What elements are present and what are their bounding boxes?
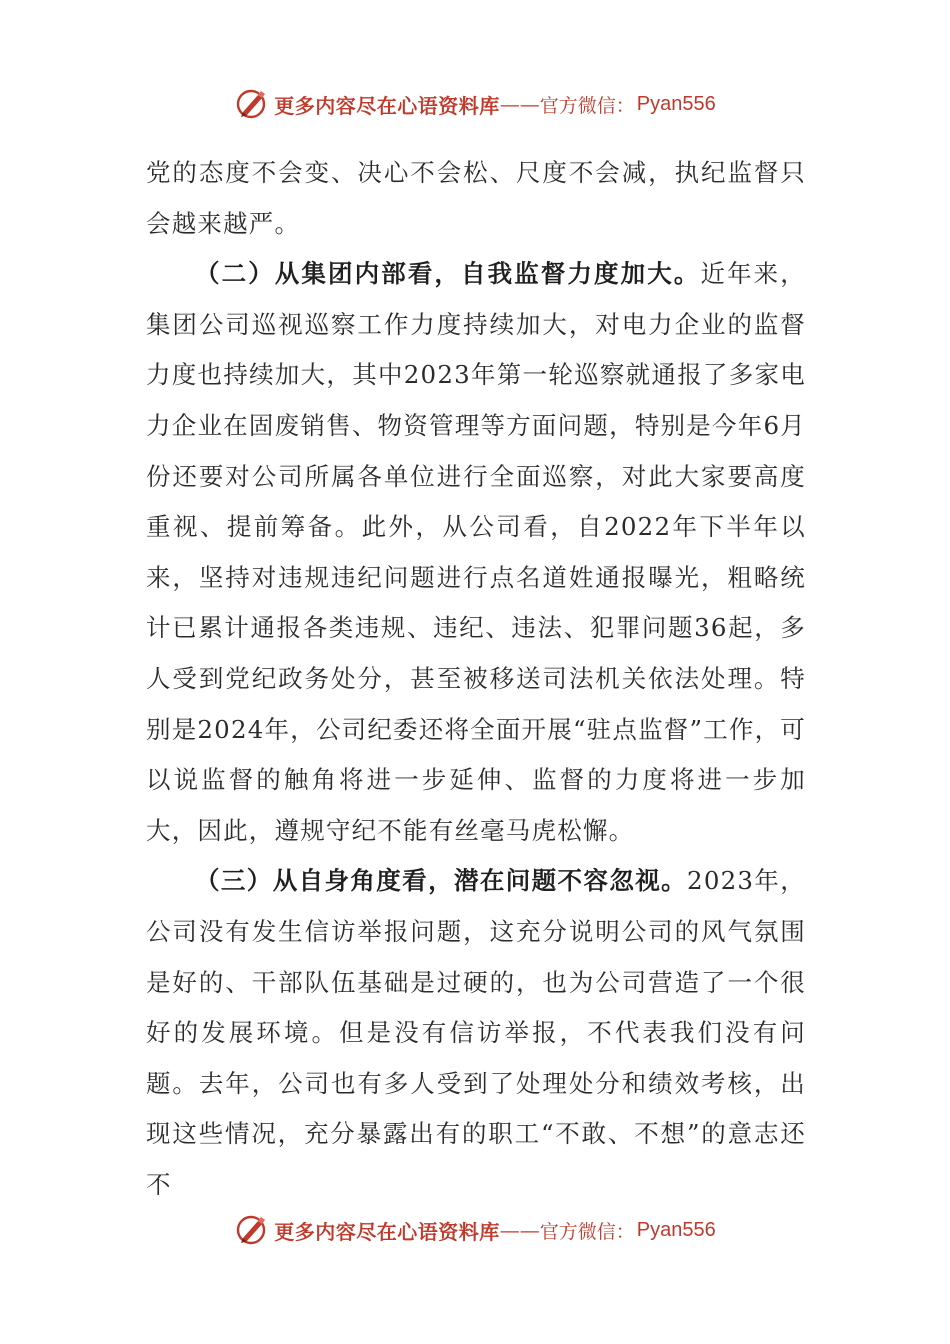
paragraph-section-3 <box>146 856 806 1210</box>
section-heading: （三）从自身角度看，潜在问题不容忽视。 <box>195 866 688 896</box>
footer-watermark <box>0 1210 950 1250</box>
document-body <box>146 148 806 1210</box>
paragraph-body: 近年来，集团公司巡视巡察工作力度持续加大，对电力企业的监督力度也持续加大，其中2023年第一轮巡察就通报了多家电力企业在固废销售、物资管理等方面问题，特别是今年6月份还要对公司所属各单位进行全面巡察，对此大家要高度重视、提前筹备。此外，从公司看，自2022年下半年以来，坚持对违规违纪问题进行点名道姓通报曝光，粗略统计已累计通报各类违规、违纪、违法、犯罪问题36起，多人受到党纪政务处分，甚至被移送司法机关依法处理。特别是2024年，公司纪委还将全面开展“驻点监督”工作，可以说监督的触角将进一步延伸、监督的力度将进一步加大，因此，遵规守纪不能有丝毫马虎松懈。 <box>146 259 806 845</box>
watermark-label: 官方微信： <box>539 1220 635 1243</box>
watermark-label: 官方微信： <box>539 94 635 117</box>
header-watermark <box>0 84 950 124</box>
watermark-wechat-id: Pyan556 <box>636 1218 716 1241</box>
paragraph-body: 2023年，公司没有发生信访举报问题，这充分说明公司的风气氛围是好的、干部队伍基础是过硬的，也为公司营造了一个很好的发展环境。但是没有信访举报，不代表我们没有问题。去年，公司也有多人受到了处理处分和绩效考核，出现这些情况，充分暴露出有的职工“不敢、不想”的意志还不 <box>146 866 806 1199</box>
watermark-separator: —— <box>499 92 540 116</box>
watermark-separator: —— <box>499 1218 540 1242</box>
section-heading: （二）从集团内部看，自我监督力度加大。 <box>195 259 701 289</box>
paragraph-section-2 <box>146 249 806 856</box>
pen-logo-icon <box>234 86 270 122</box>
watermark-brand: 更多内容尽在心语资料库 <box>274 1219 500 1244</box>
pen-logo-icon <box>234 1212 270 1248</box>
watermark-brand: 更多内容尽在心语资料库 <box>274 93 500 118</box>
paragraph-body: 党的态度不会变、决心不会松、尺度不会减，执纪监督只会越来越严。 <box>146 158 806 238</box>
watermark-wechat-id: Pyan556 <box>636 92 716 115</box>
paragraph-continuation <box>146 148 806 249</box>
